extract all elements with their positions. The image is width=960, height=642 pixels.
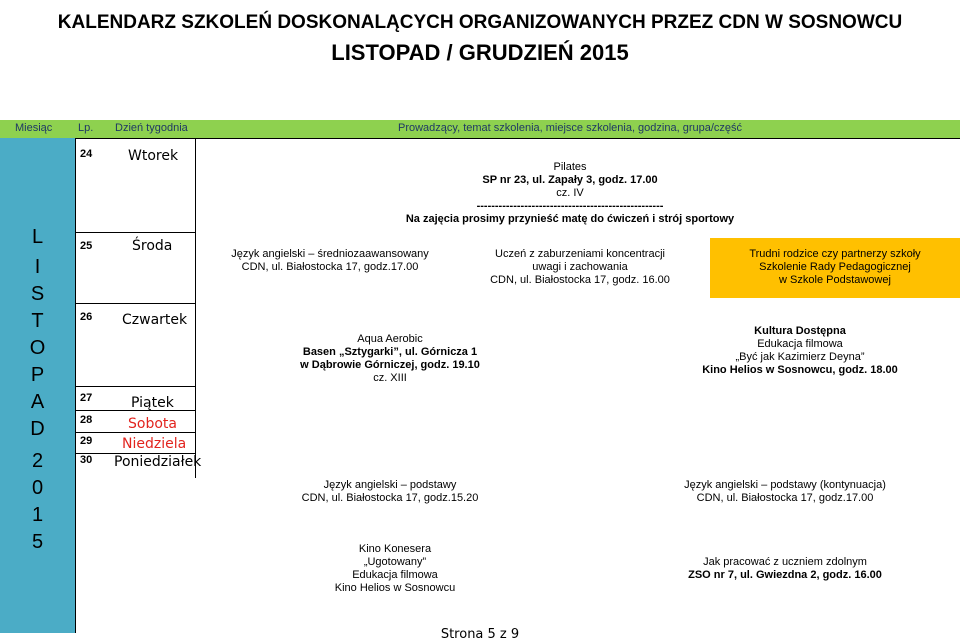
event-location: CDN, ul. Białostocka 17, godz.17.00	[241, 261, 419, 273]
event-aqua	[270, 333, 510, 385]
month-letter: T	[31, 310, 44, 332]
day-name: Poniedziałek	[114, 454, 202, 470]
event-location: SP nr 23, ul. Zapały 3, godz. 17.00	[482, 174, 658, 186]
row-divider	[75, 232, 196, 233]
month-letter: S	[30, 283, 45, 305]
day-number: 30	[80, 454, 93, 466]
day-column-divider	[195, 138, 196, 478]
day-number: 27	[80, 392, 93, 404]
row-divider	[75, 386, 196, 387]
event-title-cont: uwagi i zachowania	[532, 261, 628, 273]
event-location: ZSO nr 7, ul. Gwiezdna 2, godz. 16.00	[688, 569, 882, 581]
event-title: Jak pracować z uczniem zdolnym	[703, 556, 867, 568]
page-footer: Strona 5 z 9	[440, 627, 520, 642]
event-location: CDN, ul. Białostocka 17, godz. 16.00	[490, 274, 670, 286]
day-name: Niedziela	[122, 436, 187, 452]
event-part: cz. XIII	[373, 372, 407, 384]
event-jezyk-podst	[275, 479, 505, 505]
event-jezyk-kont	[660, 479, 910, 505]
table-top-border	[0, 138, 960, 139]
event-title: Pilates	[553, 161, 587, 173]
event-kultura	[690, 325, 910, 377]
month-letter: O	[29, 337, 46, 359]
event-location: Basen „Sztygarki”, ul. Górnicza 1	[302, 346, 478, 358]
header-lp: Lp.	[78, 122, 94, 134]
row-divider	[75, 432, 196, 433]
day-name: Piątek	[131, 395, 174, 411]
event-part: cz. IV	[556, 187, 584, 199]
event-jezyk-sredni	[220, 248, 440, 274]
event-film: „Być jak Kazimierz Deyna”	[735, 351, 865, 363]
event-pilates	[330, 161, 810, 226]
event-location: Kino Helios w Sosnowcu, godz. 18.00	[702, 364, 898, 376]
day-number: 29	[80, 435, 93, 447]
day-name: Wtorek	[128, 148, 179, 164]
event-konesera	[300, 543, 490, 595]
month-letter: 0	[31, 477, 44, 499]
day-name: Czwartek	[122, 312, 188, 328]
document-subtitle: LISTOPAD / GRUDZIEŃ 2015	[331, 40, 629, 65]
header-miesiac: Miesiąc	[15, 122, 53, 134]
month-column	[0, 138, 76, 633]
event-title: Trudni rodzice czy partnerzy szkoły	[749, 248, 921, 260]
month-letter: 5	[31, 531, 44, 553]
month-letter: A	[30, 391, 45, 413]
month-letter: D	[30, 418, 45, 440]
header-prowadzacy: Prowadzący, temat szkolenia, miejsce szkolenia, godzina, grupa/część	[398, 122, 743, 134]
event-title: Uczeń z zaburzeniami koncentracji	[495, 248, 665, 260]
event-separator: ---------------------------------------------------	[476, 200, 664, 212]
month-letter: P	[30, 364, 45, 386]
day-number: 24	[80, 148, 93, 160]
event-location: w Szkole Podstawowej	[779, 274, 891, 286]
header-dzien: Dzień tygodnia	[115, 122, 188, 134]
event-subtitle: Edukacja filmowa	[352, 569, 438, 581]
month-letter: L	[31, 226, 44, 248]
event-title: Język angielski – podstawy (kontynuacja)	[684, 479, 886, 491]
table-header	[0, 120, 960, 138]
event-title: Język angielski – podstawy	[323, 479, 457, 491]
month-letter: 2	[31, 450, 44, 472]
event-title: Aqua Aerobic	[357, 333, 423, 345]
day-name: Sobota	[128, 416, 177, 432]
day-number: 26	[80, 311, 93, 323]
event-uczen	[470, 248, 690, 287]
event-film: „Ugotowany”	[363, 556, 427, 568]
day-name: Środa	[132, 238, 173, 254]
month-letter: I	[34, 256, 41, 278]
event-title: Kino Konesera	[358, 543, 432, 555]
event-zdolny	[660, 556, 910, 582]
event-note: Na zajęcia prosimy przynieść matę do ćwiczeń i strój sportowy	[405, 213, 735, 225]
event-location-cont: w Dąbrowie Górniczej, godz. 19.10	[300, 359, 480, 371]
event-location: CDN, ul. Białostocka 17, godz.15.20	[301, 492, 479, 504]
event-title: Język angielski – średniozaawansowany	[231, 248, 429, 260]
event-trudni	[710, 248, 960, 287]
event-location: CDN, ul. Białostocka 17, godz.17.00	[696, 492, 874, 504]
document-title: KALENDARZ SZKOLEŃ DOSKONALĄCYCH ORGANIZOWANYCH PRZEZ CDN W SOSNOWCU	[57, 12, 903, 33]
day-number: 28	[80, 414, 93, 426]
day-number: 25	[80, 240, 93, 252]
row-divider	[75, 303, 196, 304]
event-subtitle: Edukacja filmowa	[757, 338, 843, 350]
event-subtitle: Szkolenie Rady Pedagogicznej	[759, 261, 911, 273]
month-letter: 1	[31, 504, 44, 526]
event-location: Kino Helios w Sosnowcu	[334, 582, 456, 594]
event-title: Kultura Dostępna	[754, 325, 846, 337]
